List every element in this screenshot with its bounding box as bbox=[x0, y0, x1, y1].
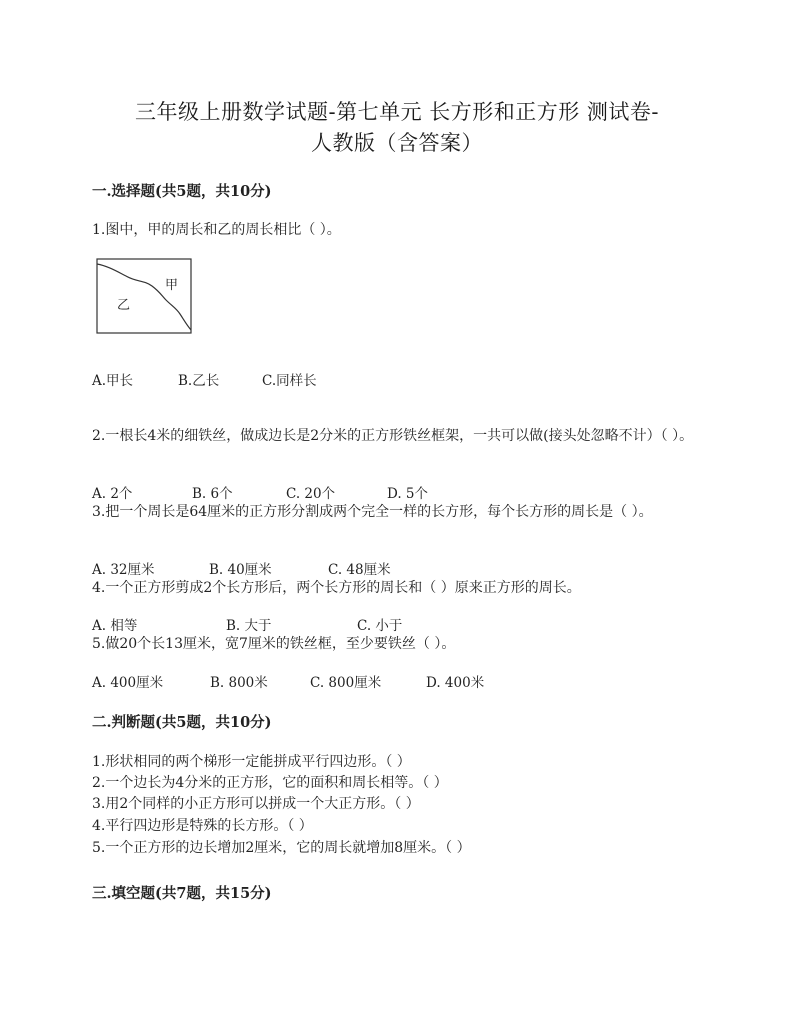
question-4-text: 4.一个正方形剪成2个长方形后，两个长方形的周长和（ ）原来正方形的周长。 bbox=[92, 580, 581, 596]
judge-item: 3.用2个同样的小正方形可以拼成一个大正方形。（ ） bbox=[92, 796, 420, 812]
option-a[interactable]: A. 400厘米 bbox=[92, 675, 164, 691]
question-2-text: 2.一根长4米的细铁丝，做成边长是2分米的正方形铁丝框架，一共可以做(接头处忽略不计）（ ）。 bbox=[92, 428, 694, 444]
option-a[interactable]: A. 32厘米 bbox=[92, 562, 155, 578]
option-a[interactable]: A.甲长 bbox=[92, 373, 134, 389]
question-4-options bbox=[92, 614, 712, 634]
option-b[interactable]: B. 大于 bbox=[226, 618, 272, 634]
option-a[interactable]: A. 相等 bbox=[92, 618, 138, 634]
question-3-options bbox=[92, 558, 712, 578]
question-5-text: 5.做20个长13厘米，宽7厘米的铁丝框，至少要铁丝（ ）。 bbox=[92, 636, 456, 652]
option-c[interactable]: C. 48厘米 bbox=[328, 562, 391, 578]
figure-label-yi: 乙 bbox=[117, 298, 131, 313]
judge-item: 2.一个边长为4分米的正方形，它的面积和周长相等。（ ） bbox=[92, 775, 448, 791]
question-3-text: 3.把一个周长是64厘米的正方形分割成两个完全一样的长方形，每个长方形的周长是（ ）。 bbox=[92, 504, 653, 520]
question-2-options bbox=[92, 482, 712, 502]
page-title-line2: 人教版（含答案） bbox=[311, 131, 483, 155]
section-heading-judge: 二.判断题(共5题，共10分) bbox=[92, 714, 272, 731]
option-b[interactable]: B.乙长 bbox=[178, 373, 220, 389]
option-c[interactable]: C.同样长 bbox=[262, 373, 317, 389]
question-1-text: 1.图中，甲的周长和乙的周长相比（ ）。 bbox=[92, 222, 341, 238]
option-c[interactable]: C. 800厘米 bbox=[310, 675, 382, 691]
judge-item: 4.平行四边形是特殊的长方形。（ ） bbox=[92, 818, 313, 834]
section-heading-choice: 一.选择题(共5题，共10分) bbox=[92, 183, 272, 200]
judge-item: 1.形状相同的两个梯形一定能拼成平行四边形。（ ） bbox=[92, 754, 411, 770]
judge-item: 5.一个正方形的边长增加2厘米，它的周长就增加8厘米。（ ） bbox=[92, 840, 471, 856]
option-c[interactable]: C. 20个 bbox=[286, 486, 336, 502]
figure-label-jia: 甲 bbox=[165, 278, 179, 293]
section-heading-fill: 三.填空题(共7题，共15分) bbox=[92, 885, 272, 902]
option-b[interactable]: B. 40厘米 bbox=[209, 562, 272, 578]
option-b[interactable]: B. 800米 bbox=[210, 675, 268, 691]
option-a[interactable]: A. 2个 bbox=[92, 486, 133, 502]
question-1-options bbox=[92, 369, 712, 389]
perimeter-figure bbox=[96, 258, 192, 334]
question-5-options bbox=[92, 671, 712, 691]
figure-frame bbox=[97, 259, 191, 333]
option-d[interactable]: D. 5个 bbox=[387, 486, 429, 502]
option-d[interactable]: D. 400米 bbox=[426, 675, 485, 691]
option-c[interactable]: C. 小于 bbox=[357, 618, 403, 634]
figure-divider-curve bbox=[97, 264, 191, 330]
option-b[interactable]: B. 6个 bbox=[192, 486, 233, 502]
page-title-line1: 三年级上册数学试题-第七单元 长方形和正方形 测试卷- bbox=[134, 100, 660, 124]
